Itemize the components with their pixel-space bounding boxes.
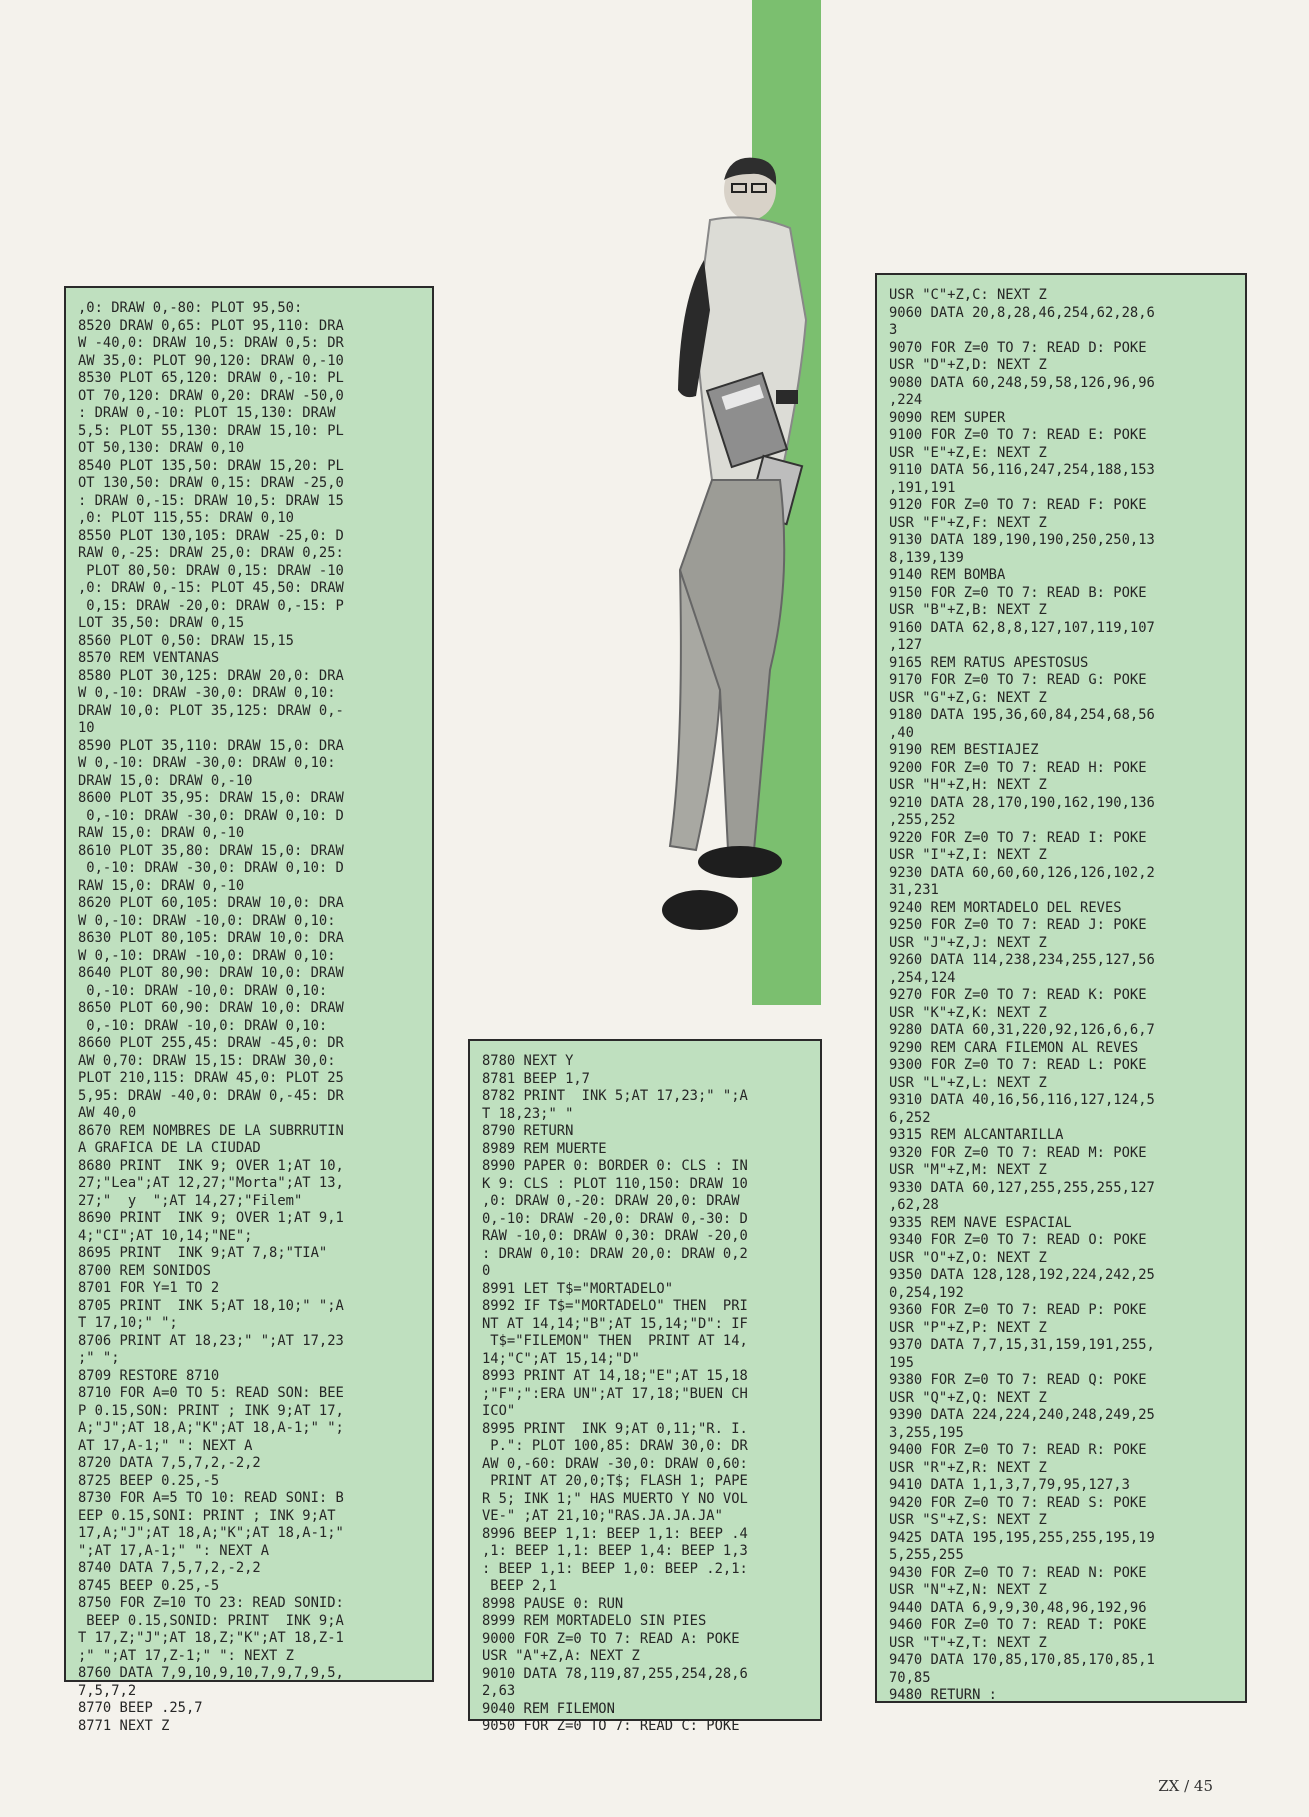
page-number: ZX / 45 [1158,1777,1213,1795]
code-panel-left [64,286,434,1734]
person-photo [600,150,850,1020]
basic-listing-left: ,0: DRAW 0,-80: PLOT 95,50: 8520 DRAW 0,65: PLOT 95,110: DRA W -40,0: DRAW 10,5: DRAW 0,5: DR AW 35,0: PLOT 90,120: DRAW 0,-10 8530 PLOT 65,120: DRAW 0,-10: PL OT 70,120: DRAW 0,20: DRAW -50,0 : DRAW 0,-10: PLOT 15,130: DRAW 5,5: PLOT 55,130: DRAW 15,10: PL OT 50,130: DRAW 0,10 8540 PLOT 135,50: DRAW 15,20: PL OT 130,50: DRAW 0,15: DRAW -25,0 : DRAW 0,-15: DRAW 10,5: DRAW 15 ,0: PLOT 115,55: DRAW 0,10 8550 PLOT 130,105: DRAW -25,0: D RAW 0,-25: DRAW 25,0: DRAW 0,25: PLOT 80,50: DRAW 0,15: DRAW -10 ,0: DRAW 0,-15: PLOT 45,50: DRAW 0,15: DRAW -20,0: DRAW 0,-15: P LOT 35,50: DRAW 0,15 8560 PLOT 0,50: DRAW 15,15 8570 REM VENTANAS 8580 PLOT 30,125: DRAW 20,0: DRA W 0,-10: DRAW -30,0: DRAW 0,10: DRAW 10,0: PLOT 35,125: DRAW 0,- 10 8590 PLOT 35,110: DRAW 15,0: DRA W 0,-10: DRAW -30,0: DRAW 0,10: DRAW 15,0: DRAW 0,-10 8600 PLOT 35,95: DRAW 15,0: DRAW 0,-10: DRAW -30,0: DRAW 0,10: D RAW 15,0: DRAW 0,-10 8610 PLOT 35,80: DRAW 15,0: DRAW 0,-10: DRAW -30,0: DRAW 0,10: D RAW 15,0: DRAW 0,-10 8620 PLOT 60,105: DRAW 10,0: DRA W 0,-10: DRAW -10,0: DRAW 0,10: 8630 PLOT 80,105: DRAW 10,0: DRA W 0,-10: DRAW -10,0: DRAW 0,10: 8640 PLOT 80,90: DRAW 10,0: DRAW 0,-10: DRAW -10,0: DRAW 0,10: 8650 PLOT 60,90: DRAW 10,0: DRAW 0,-10: DRAW -10,0: DRAW 0,10: 8660 PLOT 255,45: DRAW -45,0: DR AW 0,70: DRAW 15,15: DRAW 30,0: PLOT 210,115: DRAW 45,0: PLOT 25 5,95: DRAW -40,0: DRAW 0,-45: DR AW 40,0 8670 REM NOMBRES DE LA SUBRRUTIN A GRAFICA DE LA CIUDAD 8680 PRINT INK 9; OVER 1;AT 10, 27;"Lea";AT 12,27;"Morta";AT 13, 27;" y ";AT 14,27;"Filem" 8690 PRINT INK 9; OVER 1;AT 9,1 4;"CI";AT 10,14;"NE"; 8695 PRINT INK 9;AT 7,8;"TIA" 8700 REM SONIDOS 8701 FOR Y=1 TO 2 8705 PRINT INK 5;AT 18,10;" ";A T 17,10;" "; 8706 PRINT AT 18,23;" ";AT 17,23 ;" "; 8709 RESTORE 8710 8710 FOR A=0 TO 5: READ SON: BEE P 0.15,SON: PRINT ; INK 9;AT 17, A;"J";AT 18,A;"K";AT 18,A-1;" "; AT 17,A-1;" ": NEXT A 8720 DATA 7,5,7,2,-2,2 8725 BEEP 0.25,-5 8730 FOR A=5 TO 10: READ SONI: B EEP 0.15,SONI: PRINT ; INK 9;AT 17,A;"J";AT 18,A;"K";AT 18,A-1;" ";AT 17,A-1;" ": NEXT A 8740 DATA 7,5,7,2,-2,2 8745 BEEP 0.25,-5 8750 FOR Z=10 TO 23: READ SONID: BEEP 0.15,SONID: PRINT INK 9;A T 17,Z;"J";AT 18,Z;"K";AT 18,Z-1 ;" ";AT 17,Z-1;" ": NEXT Z 8760 DATA 7,9,10,9,10,7,9,7,9,5, 7,5,7,2 8770 BEEP .25,7 8771 NEXT Z [78,300,344,1734]
basic-listing-right: USR "C"+Z,C: NEXT Z 9060 DATA 20,8,28,46,254,62,28,6 3 9070 FOR Z=0 TO 7: READ D: POKE USR "D"+Z,D: NEXT Z 9080 DATA 60,248,59,58,126,96,96 ,224 9090 REM SUPER 9100 FOR Z=0 TO 7: READ E: POKE USR "E"+Z,E: NEXT Z 9110 DATA 56,116,247,254,188,153 ,191,191 9120 FOR Z=0 TO 7: READ F: POKE USR "F"+Z,F: NEXT Z 9130 DATA 189,190,190,250,250,13 8,139,139 9140 REM BOMBA 9150 FOR Z=0 TO 7: READ B: POKE USR "B"+Z,B: NEXT Z 9160 DATA 62,8,8,127,107,119,107 ,127 9165 REM RATUS APESTOSUS 9170 FOR Z=0 TO 7: READ G: POKE USR "G"+Z,G: NEXT Z 9180 DATA 195,36,60,84,254,68,56 ,40 9190 REM BESTIAJEZ 9200 FOR Z=0 TO 7: READ H: POKE USR "H"+Z,H: NEXT Z 9210 DATA 28,170,190,162,190,136 ,255,252 9220 FOR Z=0 TO 7: READ I: POKE USR "I"+Z,I: NEXT Z 9230 DATA 60,60,60,126,126,102,2 31,231 9240 REM MORTADELO DEL REVES 9250 FOR Z=0 TO 7: READ J: POKE USR "J"+Z,J: NEXT Z 9260 DATA 114,238,234,255,127,56 ,254,124 9270 FOR Z=0 TO 7: READ K: POKE USR "K"+Z,K: NEXT Z 9280 DATA 60,31,220,92,126,6,6,7 9290 REM CARA FILEMON AL REVES 9300 FOR Z=0 TO 7: READ L: POKE USR "L"+Z,L: NEXT Z 9310 DATA 40,16,56,116,127,124,5 6,252 9315 REM ALCANTARILLA 9320 FOR Z=0 TO 7: READ M: POKE USR "M"+Z,M: NEXT Z 9330 DATA 60,127,255,255,255,127 ,62,28 9335 REM NAVE ESPACIAL 9340 FOR Z=0 TO 7: READ O: POKE USR "O"+Z,O: NEXT Z 9350 DATA 128,128,192,224,242,25 0,254,192 9360 FOR Z=0 TO 7: READ P: POKE USR "P"+Z,P: NEXT Z 9370 DATA 7,7,15,31,159,191,255, 195 9380 FOR Z=0 TO 7: READ Q: POKE USR "Q"+Z,Q: NEXT Z 9390 DATA 224,224,240,248,249,25 3,255,195 9400 FOR Z=0 TO 7: READ R: POKE USR "R"+Z,R: NEXT Z 9410 DATA 1,1,3,7,79,95,127,3 9420 FOR Z=0 TO 7: READ S: POKE USR "S"+Z,S: NEXT Z 9425 DATA 195,195,255,255,195,19 5,255,255 9430 FOR Z=0 TO 7: READ N: POKE USR "N"+Z,N: NEXT Z 9440 DATA 6,9,9,30,48,96,192,96 9460 FOR Z=0 TO 7: READ T: POKE USR "T"+Z,T: NEXT Z 9470 DATA 170,85,170,85,170,85,1 70,85 9480 RETURN : [889,287,1155,1703]
code-panel-right [875,273,1247,1703]
code-panel-middle [468,1039,822,1734]
basic-listing-middle: 8780 NEXT Y 8781 BEEP 1,7 8782 PRINT INK 5;AT 17,23;" ";A T 18,23;" " 8790 RETURN 8989 REM MUERTE 8990 PAPER 0: BORDER 0: CLS : IN K 9: CLS : PLOT 110,150: DRAW 10 ,0: DRAW 0,-20: DRAW 20,0: DRAW 0,-10: DRAW -20,0: DRAW 0,-30: D RAW -10,0: DRAW 0,30: DRAW -20,0 : DRAW 0,10: DRAW 20,0: DRAW 0,2 0 8991 LET T$="MORTADELO" 8992 IF T$="MORTADELO" THEN PRI NT AT 14,14;"B";AT 15,14;"D": IF T$="FILEMON" THEN PRINT AT 14, 14;"C";AT 15,14;"D" 8993 PRINT AT 14,18;"E";AT 15,18 ;"F";":ERA UN";AT 17,18;"BUEN CH ICO" 8995 PRINT INK 9;AT 0,11;"R. I. P.": PLOT 100,85: DRAW 30,0: DR AW 0,-60: DRAW -30,0: DRAW 0,60: PRINT AT 20,0;T$; FLASH 1; PAPE R 5; INK 1;" HAS MUERTO Y NO VOL VE-" ;AT 21,10;"RAS.JA.JA.JA" 8996 BEEP 1,1: BEEP 1,1: BEEP .4 ,1: BEEP 1,1: BEEP 1,4: BEEP 1,3 : BEEP 1,1: BEEP 1,0: BEEP .2,1: BEEP 2,1 8998 PAUSE 0: RUN 8999 REM MORTADELO SIN PIES 9000 FOR Z=0 TO 7: READ A: POKE USR "A"+Z,A: NEXT Z 9010 DATA 78,119,87,255,254,28,6 2,63 9040 REM FILEMON 9050 FOR Z=0 TO 7: READ C: POKE [482,1053,748,1734]
